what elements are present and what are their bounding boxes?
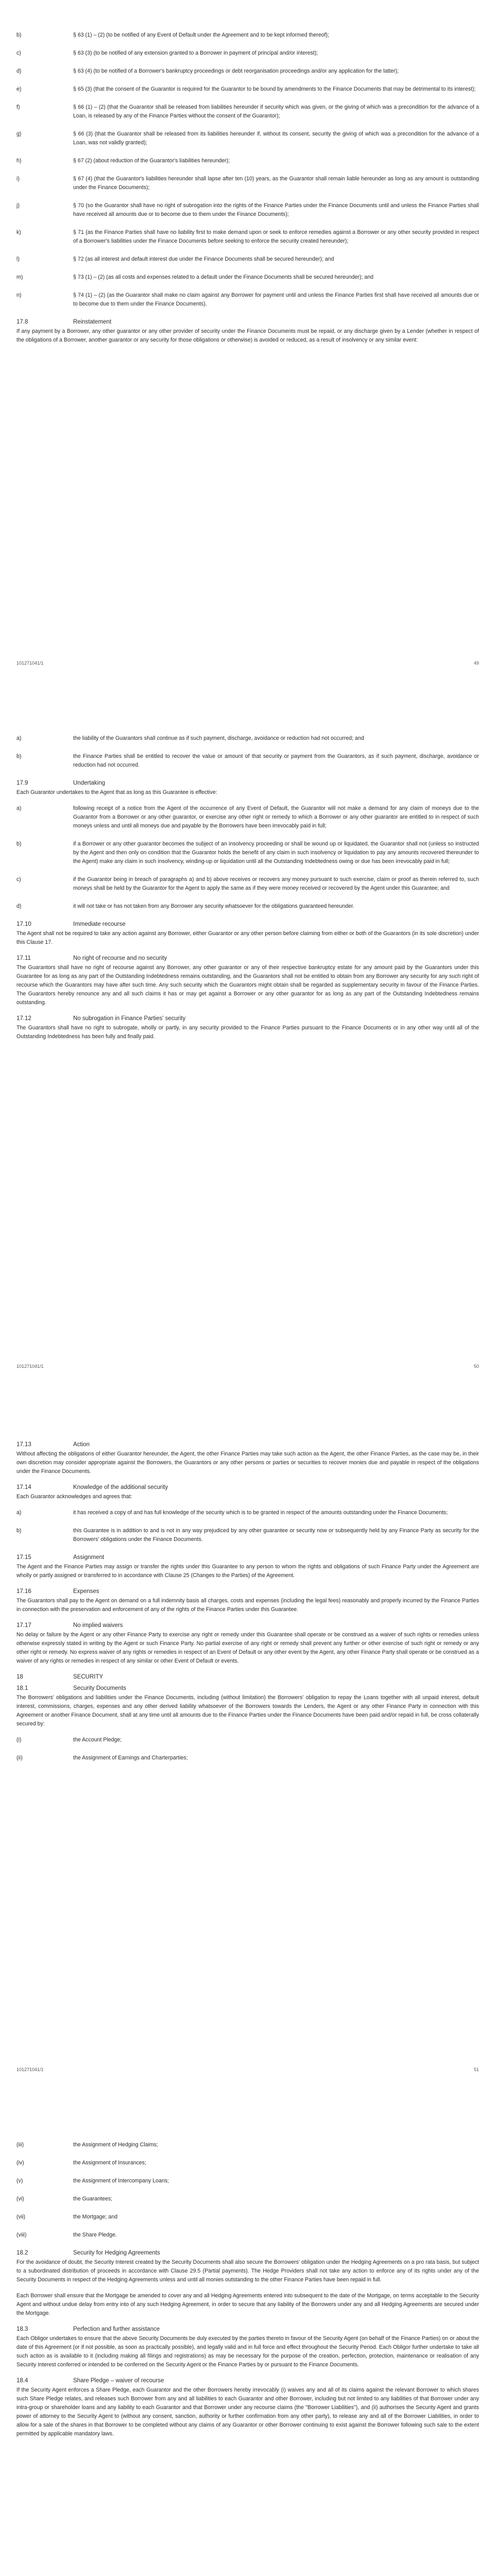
list-item-text: following receipt of a notice from the Agent of the occurrence of any Event of Default, the Guarantor will not make a demand for any claim of moneys due to the Guarantor from a Borrower or any other guarantor, or exercise any other right or remedy to which a Borrower or any other guarantor are entitled to in respect of such moneys unless and until all moneys due and payable by the Borrowers have been irrevocably paid in full;: [73, 805, 479, 829]
paragraph: If any payment by a Borrower, any other guarantor or any other provider of security under the Finance Documents must be repaid, or any discharge given by a Lender (whether in respect of the obligations of a Borrower, another guarantor or any security for those obligations or otherwise) is avoided or reduced, as a result of insolvency or any similar event:: [16, 328, 479, 343]
paragraph: Each Obligor undertakes to ensure that the above Security Documents be duly executed by the parties thereto in favour of the Security Agent (on behalf of the Finance Parties) on or about the date of this Agreement (or if not possible, as soon as practically possible), and legally valid and in full force and effect throughout the Security Period. Each Obligor further undertake to take all such action as is available to it (including making all filings and registrations) as may be necessary for the purpose of the creation, perfection, protection, maintenance or realisation of any Security Interest conferred or intended to be conferred on the Security Agent or the Finance Parties by or pursuant to the Finance Documents.: [16, 2335, 479, 2368]
section-title: Undertaking: [73, 780, 106, 786]
list-marker: b): [16, 841, 22, 847]
section-heading: [16, 954, 479, 962]
list-item-text: if the Guarantor being in breach of paragraphs a) and b) above receives or recovers any money pursuant to such exercise, claim or proof as therein referred to, such moneys shall be held by the Guarantor for the Agent to apply the same as if they were money received or recovered by the Agent under this Guarantee; and: [73, 876, 479, 891]
list-item: [16, 1754, 479, 1762]
list-marker: d): [16, 68, 22, 74]
list-item-text: the Share Pledge.: [73, 2232, 117, 2238]
list-item: [16, 67, 479, 76]
list-marker: m): [16, 274, 23, 280]
paragraph: If the Security Agent enforces a Share Pledge, each Guarantor and the other Borrowers hereby irrevocably (i) waives any and all of its claims against the relevant Borrower to which shares such Share Pledge relates, and releases such Borrower from any and all liabilities to each Guarantor and other Borrower, including but not limited to any liabilities of that Borrower under any intra-group or shareholder loans and any liability to each Guarantor and that Borrower under any recourse claims (the "Borrower Liabilities"), and (ii) authorises the Security Agent and grants power of attorney to the Security Agent to (without any consent, sanction, authority or further confirmation from any other party), to release any and all of the Borrower Liabilities, in order to allow for a sale of the shares in that Borrower to be completed without any claims of any Guarantor or other Borrower continuing to exist against the Borrower following such sale to the extent permitted by applicable mandatory laws.: [16, 2387, 479, 2437]
section-number: 18.4: [16, 2378, 28, 2384]
section-title: Assignment: [73, 1554, 105, 1561]
list-item: [16, 157, 479, 165]
list-marker: (ii): [16, 1755, 23, 1761]
list-marker: f): [16, 104, 20, 110]
list-item-text: § 65 (3) (that the consent of the Guarantor is required for the Guarantor to be bound by amendments to the Finance Documents that may be detrimental to its interest);: [73, 86, 476, 92]
list-marker: (v): [16, 2178, 23, 2184]
list-item-text: the Assignment of Insurances;: [73, 2160, 146, 2166]
section-number: 17.8: [16, 319, 28, 325]
list-marker: j): [16, 202, 20, 209]
page-49: [0, 0, 497, 703]
list-marker: n): [16, 292, 22, 298]
page-number: 51: [473, 2067, 479, 2072]
list-item: [16, 103, 479, 121]
document-reference: 101271041/1: [16, 1364, 44, 1369]
list-marker: b): [16, 32, 22, 38]
section-number: 17.10: [16, 921, 31, 927]
list-item: [16, 291, 479, 309]
page-number: 49: [473, 660, 479, 666]
section-heading: [16, 920, 479, 928]
section-number: 17.14: [16, 1484, 31, 1490]
list-marker: (iv): [16, 2160, 24, 2166]
section-title: Expenses: [73, 1588, 99, 1595]
list-item: [16, 2213, 479, 2222]
section-heading: [16, 1440, 479, 1449]
section-heading: [16, 1673, 479, 1681]
list-marker: c): [16, 876, 21, 883]
section-heading: [16, 1483, 479, 1492]
list-marker: a): [16, 805, 22, 811]
list-item-text: the Account Pledge;: [73, 1737, 122, 1743]
section-heading: [16, 1684, 479, 1692]
list-marker: (viii): [16, 2232, 27, 2238]
section-title: No implied waivers: [73, 1622, 123, 1629]
list-marker: e): [16, 86, 22, 92]
section-heading: [16, 1553, 479, 1562]
list-item: [16, 49, 479, 58]
list-marker: (vii): [16, 2214, 26, 2220]
list-marker: b): [16, 1528, 22, 1534]
section-heading: [16, 1621, 479, 1630]
list-item: [16, 85, 479, 94]
paragraph: No delay or failure by the Agent or any other Finance Party to exercise any right or remedy under this Guarantee shall operate or be construed as a waiver of such rights or remedies unless otherwise expressly stated in writing by the Agent or such Finance Party. No partial exercise of any right or remedy shall prevent any further or other exercise of such right or remedy or any other right or remedy. No express waiver of any rights or remedies in respect of an Event of Default or any other event by the Agent, any other Finance Party shall operate or be construed as a waiver of any rights or remedies in respect of any similar or other Event of Default or events.: [16, 1632, 479, 1664]
list-item: [16, 2159, 479, 2167]
section-heading: [16, 779, 479, 787]
list-item: [16, 175, 479, 192]
list-item-text: § 67 (2) (about reduction of the Guarantor's liabilities hereunder);: [73, 158, 230, 164]
section-number: 17.11: [16, 955, 31, 961]
section-title: Immediate recourse: [73, 921, 126, 927]
list-item: [16, 31, 479, 40]
list-item-text: § 71 (as the Finance Parties shall have no liability first to make demand upon or seek to enforce remedies against a Borrower or any other security provided in respect of a Borrower's liabilities under the Finance Documents before seeking to enforce the security created hereunder);: [73, 229, 479, 244]
list-item: [16, 902, 479, 911]
paragraph: The Borrowers' obligations and liabilities under the Finance Documents, including (without limitation) the Borrowers' obligation to repay the Loans together with all unpaid interest, default interest, commissions, charges, expenses and any other derived liability whatsoever of the Borrowers towards the Lenders, the Agent or any other Finance Party in connection with this Agreement or another Finance Document, shall at any time until all amounts due to the Finance Parties under the Finance Documents have been paid and/or repaid in full, be cross collaterally secured by:: [16, 1694, 479, 1727]
paragraph: The Agent shall not be required to take any action against any Borrower, either Guarantor or any other person before claiming from either or both of the Guarantors (in its sole discretion) under this Clause 17.: [16, 930, 479, 945]
list-item: [16, 201, 479, 219]
list-marker: a): [16, 735, 22, 741]
page-52: [0, 2110, 497, 2576]
page-content: [16, 2141, 479, 2446]
list-item: [16, 1509, 479, 1517]
section-number: 17.17: [16, 1622, 31, 1629]
list-item-text: the Assignment of Hedging Claims;: [73, 2142, 158, 2148]
section-title: Share Pledge – waiver of recourse: [73, 2378, 164, 2384]
list-item-text: the Mortgage; and: [73, 2214, 117, 2220]
list-item: [16, 804, 479, 831]
list-marker: c): [16, 50, 21, 56]
list-item-text: this Guarantee is in addition to and is not in any way prejudiced by any other guarantee or security now or subsequently held by any Finance Party as security for the Borrowers' obligations under the Finance Documents.: [73, 1528, 479, 1543]
list-marker: (iii): [16, 2142, 24, 2148]
list-item-text: the Assignment of Earnings and Charterparties;: [73, 1755, 188, 1761]
document-reference: 101271041/1: [16, 2067, 44, 2072]
section-title: SECURITY: [73, 1674, 104, 1680]
page-content: [16, 1437, 479, 1772]
list-item-text: it has received a copy of and has full knowledge of the security which is to be granted in respect of the amounts outstanding under the Finance Documents;: [73, 1510, 448, 1516]
section-number: 17.15: [16, 1554, 31, 1561]
list-item-text: the Finance Parties shall be entitled to recover the value or amount of that security or payment from the Guarantors, as if such payment, discharge, avoidance or reduction had not occurred.: [73, 753, 479, 768]
list-item-text: § 63 (4) (to be notified of a Borrower's bankruptcy proceedings or debt reorganisation proceedings and/or any application for the latter);: [73, 68, 399, 74]
list-item: [16, 875, 479, 893]
list-item-text: the liability of the Guarantors shall continue as if such payment, discharge, avoidance or reduction had not occurred; and: [73, 735, 364, 741]
list-item-text: § 63 (3) (to be notified of any extension granted to a Borrower in payment of principal and/or interest);: [73, 50, 318, 56]
list-marker: a): [16, 1510, 22, 1516]
list-item: [16, 2231, 479, 2240]
paragraph: For the avoidance of doubt, the Security Interest created by the Security Documents shall also secure the Borrowers' obligation under the Hedging Agreements on a pro rata basis, but subject to a subordinated distribution of proceeds in accordance with Clause 29.5 (Partial payments). The Hedge Providers shall not take any action to enforce any of its rights under any of the Security Documents in respect of the Hedging Agreements unless and until all monies outstanding to the other Finance Parties have been repaid in full.: [16, 2259, 479, 2283]
list-item: [16, 1527, 479, 1544]
list-marker: l): [16, 256, 20, 262]
section-number: 17.12: [16, 1015, 31, 1022]
paragraph: Each Guarantor undertakes to the Agent that as long as this Guarantee is effective:: [16, 789, 217, 795]
list-marker: d): [16, 903, 22, 909]
paragraph: The Agent and the Finance Parties may assign or transfer the rights under this Guarantee to any person to whom the rights and obligations of such Finance Party under the Agreement are wholly or partly assigned or transferred to in accordance with Clause 25 (Changes to the Parties) of the Agreement.: [16, 1564, 479, 1579]
section-heading: [16, 2325, 479, 2333]
section-number: 18.2: [16, 2250, 28, 2256]
list-item: [16, 228, 479, 246]
list-item: [16, 840, 479, 866]
list-item: [16, 130, 479, 147]
section-number: 18.1: [16, 1685, 28, 1691]
page-content: [16, 31, 479, 352]
list-marker: k): [16, 229, 21, 235]
section-title: Knowledge of the additional security: [73, 1484, 168, 1490]
page-50: [0, 703, 497, 1406]
paragraph: The Guarantors shall pay to the Agent on demand on a full indemnity basis all charges, costs and expenses (including the legal fees) reasonably and properly incurred by the Finance Parties in connection with the preservation and enforcement of any of the rights of the Finance Parties under this Guarantee.: [16, 1598, 479, 1613]
section-heading: [16, 318, 479, 326]
section-title: Reinstatement: [73, 319, 112, 325]
page-number: 50: [473, 1364, 479, 1369]
section-title: Security for Hedging Agreements: [73, 2250, 160, 2256]
paragraph: Without affecting the obligations of either Guarantor hereunder, the Agent, the other Finance Parties may take such action as the Agent, the other Finance Parties, as the case may be, in their own discretion may consider appropriate against the Borrowers, the Guarantors or any other persons or parties or securities to recover monies due and payable in respect of the obligations under the Finance Documents.: [16, 1451, 479, 1475]
list-item-text: if a Borrower or any other guarantor becomes the subject of an insolvency proceeding or shall be wound up or liquidated, the Guarantor shall not (unless so instructed by the Agent and then only on condition that the Guarantor holds the benefit of any claim in such insolvency or liquidation to pay any amounts recovered thereunder to the Agent) make any claim in such insolvency, winding-up or liquidation until all the Outstanding Indebtedness owing or due has been irrevocably paid in full;: [73, 841, 479, 865]
section-number: 18.3: [16, 2326, 28, 2332]
list-item: [16, 2141, 479, 2149]
list-item-text: § 74 (1) – (2) (as the Guarantor shall make no claim against any Borrower for payment until and unless the Finance Parties first shall have received all amounts due or to become due to them under the Finance Documents).: [73, 292, 479, 307]
list-item: [16, 752, 479, 770]
section-heading: [16, 2249, 479, 2257]
list-item-text: the Guarantees;: [73, 2196, 112, 2202]
list-item: [16, 273, 479, 282]
list-marker: i): [16, 176, 20, 182]
list-item: [16, 734, 479, 743]
list-item-text: the Assignment of Intercompany Loans;: [73, 2178, 169, 2184]
section-number: 18: [16, 1674, 23, 1680]
list-item-text: § 73 (1) – (2) (as all costs and expenses related to a default under the Finance Documents shall be secured hereunder); and: [73, 274, 373, 280]
section-heading: [16, 1014, 479, 1023]
section-title: Action: [73, 1442, 90, 1448]
list-item-text: § 67 (4) (that the Guarantor's liabilities hereunder shall lapse after ten (10) years, as the Guarantor shall remain liable hereunder as long as any amount is outstanding under the Finance Documents);: [73, 176, 479, 191]
paragraph: The Guarantors shall have no right of recourse against any Borrower, any other guarantor or any of their respective bankruptcy estate for any amount paid by the Guarantors under this Guarantee for as long as any part of the Outstanding Indebtedness remains outstanding, and the Guarantors shall not be entitled to obtain from any Borrower any security for any such right of recourse which the Guarantors may have after such time. Any such security which the Guarantors might obtain shall be regarded as supplementary security in favour of the Finance Parties. The Guarantors hereby renounce any and all such claims it has or may get against a Borrower or any other guarantor for as long as any part of the Outstanding Indebtedness remains outstanding.: [16, 964, 479, 1006]
list-item: [16, 2177, 479, 2185]
list-item: [16, 2195, 479, 2204]
section-number: 17.13: [16, 1442, 31, 1448]
section-heading: [16, 1587, 479, 1596]
list-item-text: it will not take or has not taken from any Borrower any security whatsoever for the obligations guaranteed hereunder.: [73, 903, 354, 909]
page-content: [16, 734, 479, 1048]
list-item-text: § 70 (so the Guarantor shall have no right of subrogation into the rights of the Finance Parties under the Finance Documents until and unless the Finance Parties shall have received all amounts due or to become due to them under the Finance Documents);: [73, 202, 479, 217]
paragraph: The Guarantors shall have no right to subrogate, wholly or partly, in any security provided to the Finance Parties pursuant to the Finance Documents or in any other way until all of the Outstanding Indebtedness has been fully and finally paid.: [16, 1025, 479, 1040]
paragraph: Each Guarantor acknowledges and agrees that:: [16, 1494, 132, 1500]
list-marker: g): [16, 131, 22, 137]
paragraph: Each Borrower shall ensure that the Mortgage be amended to cover any and all Hedging Agreements entered into subsequent to the date of the Mortgage, on terms acceptable to the Security Agent and without undue delay from entry into of any such Hedging Agreement, in order to secure that any liability of the Borrowers under any and all Hedging Agreements are secured under the Mortgage.: [16, 2293, 479, 2316]
section-title: Perfection and further assistance: [73, 2326, 160, 2332]
list-item-text: § 72 (as all interest and default interest due under the Finance Documents shall be secured hereunder); and: [73, 256, 334, 262]
section-number: 17.9: [16, 780, 28, 786]
list-item-text: § 66 (3) (that the Guarantor shall be released from its liabilities hereunder if, without its consent, security the giving of which was a precondition for the advance of a Loan, was not validly granted);: [73, 131, 479, 146]
section-title: No right of recourse and no security: [73, 955, 167, 961]
section-title: Security Documents: [73, 1685, 126, 1691]
list-marker: b): [16, 753, 22, 759]
list-item: [16, 255, 479, 264]
list-marker: h): [16, 158, 22, 164]
section-heading: [16, 2377, 479, 2385]
list-item-text: § 66 (1) – (2) (that the Guarantor shall be released from liabilities hereunder if security which was given, or the giving of which was a precondition for the advance of a Loan, is released by any of the Finance Parties without the consent of the Guarantor);: [73, 104, 479, 119]
list-marker: (i): [16, 1737, 22, 1743]
page-51: [0, 1406, 497, 2110]
list-item-text: § 63 (1) – (2) (to be notified of any Event of Default under the Agreement and to be kept informed thereof);: [73, 32, 330, 38]
list-marker: (vi): [16, 2196, 24, 2202]
section-number: 17.16: [16, 1588, 31, 1595]
list-item: [16, 1736, 479, 1744]
document-reference: 101271041/1: [16, 660, 44, 666]
section-title: No subrogation in Finance Parties' security: [73, 1015, 186, 1022]
